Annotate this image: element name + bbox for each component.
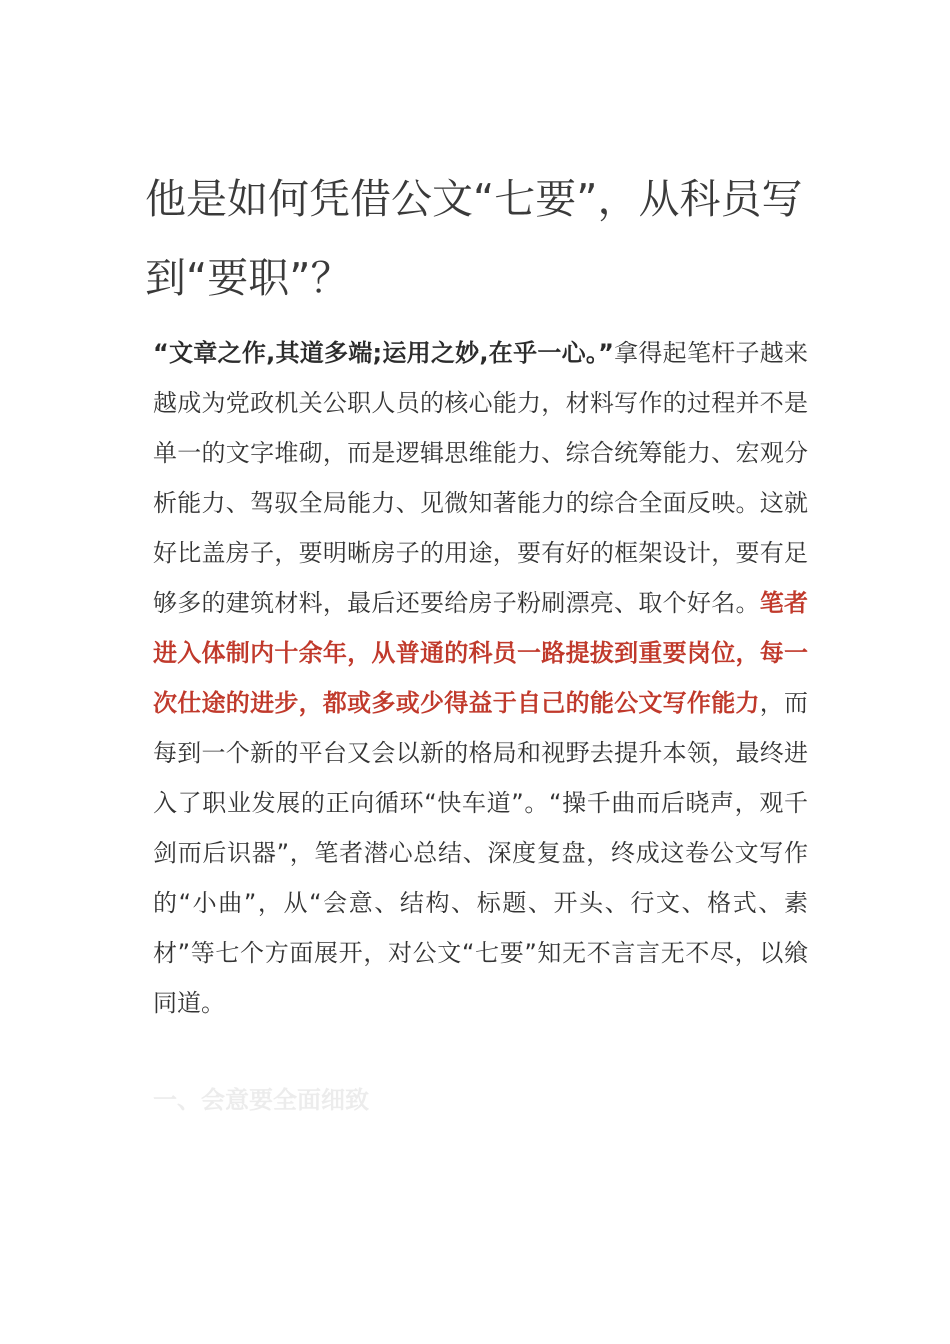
article-paragraph bbox=[153, 328, 808, 1028]
section-heading: 一、会意要全面细致 bbox=[153, 1086, 369, 1114]
intro-quote: “文章之作,其道多端;运用之妙,在乎一心。” bbox=[153, 339, 614, 367]
article-title: 他是如何凭借公文“七要”，从科员写到“要职”？ bbox=[145, 175, 803, 302]
highlighted-text: 笔者进入体制内十余年，从普通的科员一路提拔到重要岗位，每一次仕途的进步，都或多或少得益于自己的能公文写作能力 bbox=[153, 589, 809, 717]
paragraph-text-part1: 拿得起笔杆子越来越成为党政机关公职人员的核心能力，材料写作的过程并不是单一的文字堆砌，而是逻辑思维能力、综合统筹能力、宏观分析能力、驾驭全局能力、见微知著能力的综合全面反映。这就好比盖房子，要明晰房子的用途，要有好的框架设计，要有足够多的建筑材料，最后还要给房子粉刷漂亮、取个好名。 bbox=[153, 339, 808, 617]
paragraph-text-part2: ，而每到一个新的平台又会以新的格局和视野去提升本领，最终进入了职业发展的正向循环“快车道”。“操千曲而后晓声，观千剑而后识器”，笔者潜心总结、深度复盘，终成这卷公文写作的“小曲”，从“会意、结构、标题、开头、行文、格式、素材”等七个方面展开，对公文“七要”知无不言言无不尽，以飨同道。 bbox=[153, 689, 809, 1017]
